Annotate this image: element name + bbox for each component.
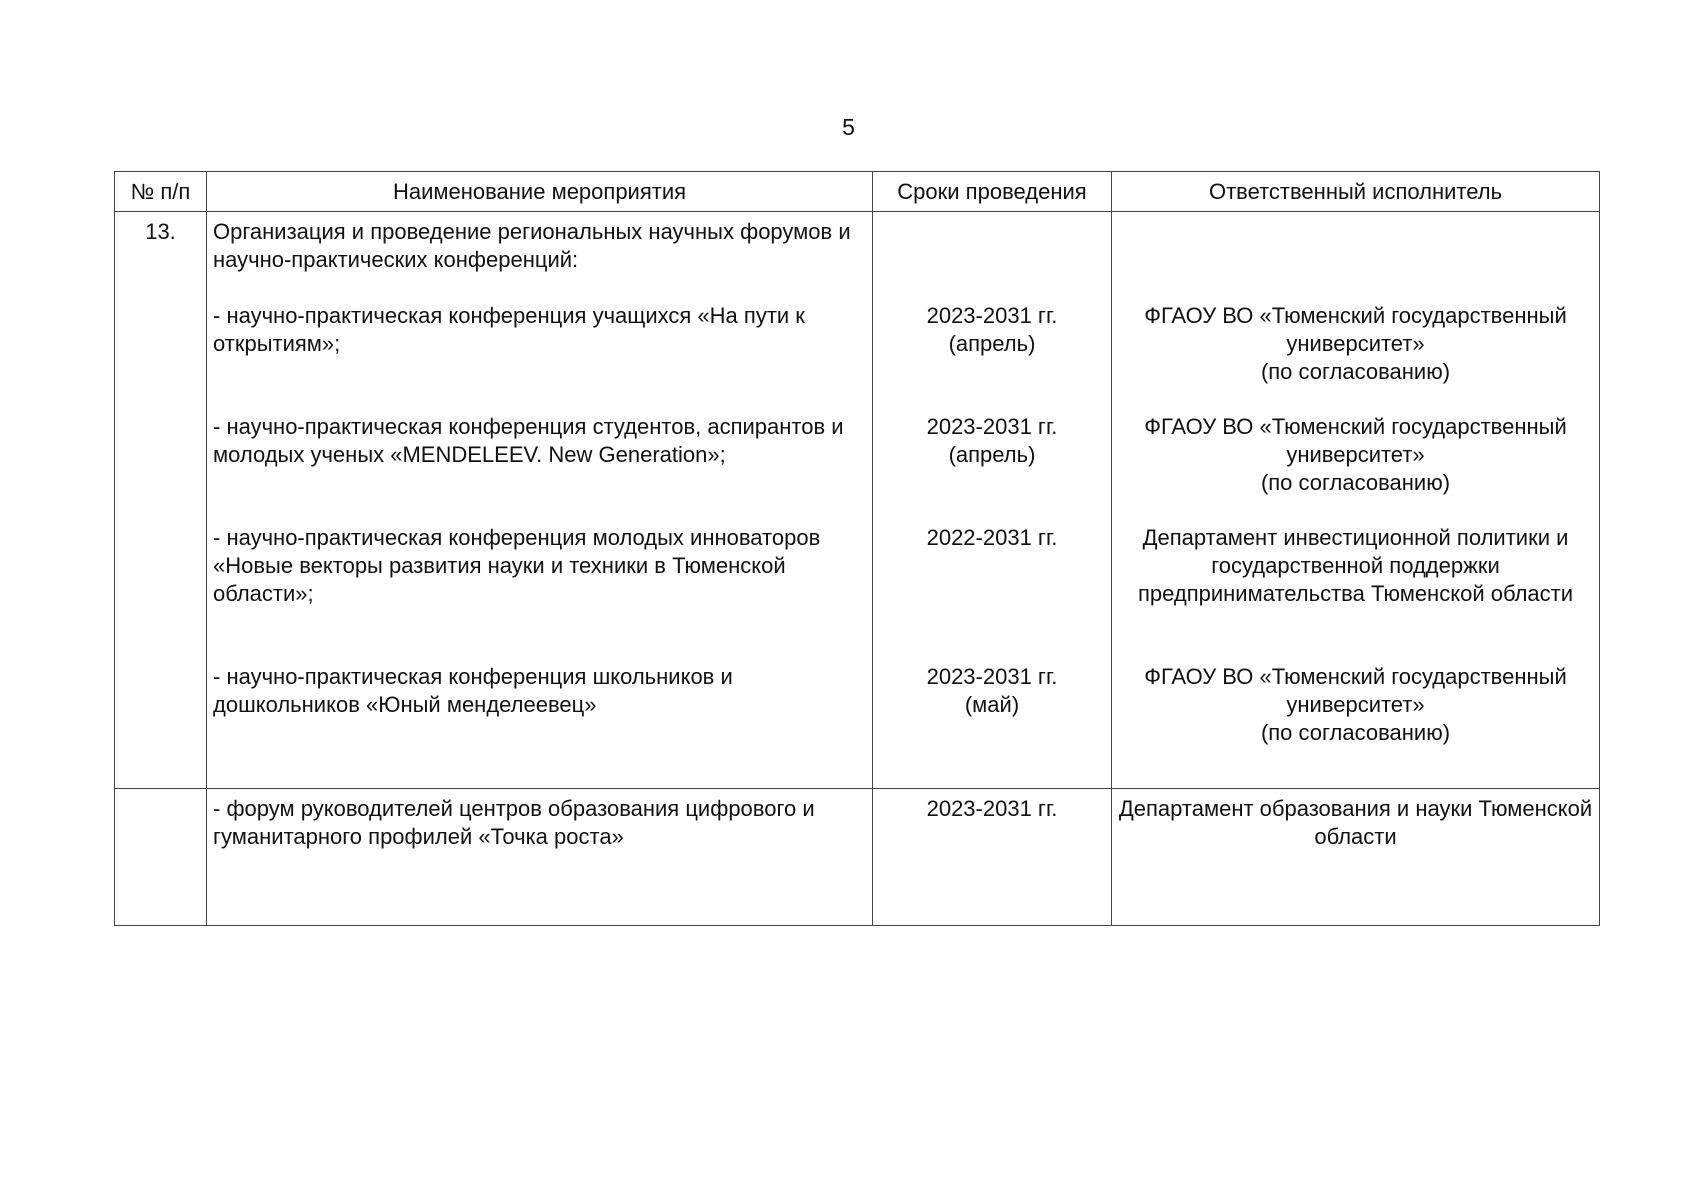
event-item-dates <box>877 524 1107 663</box>
event-intro: Организация и проведение региональных научных форумов и научно-практических конференций: <box>213 219 851 272</box>
header-number: № п/п <box>115 172 207 212</box>
dates-years: 2022-2031 гг. <box>926 525 1058 550</box>
event-item-name: - научно-практическая конференция студентов, аспирантов и молодых ученых «MENDELEEV. New Generation»; <box>213 414 844 467</box>
dates-cell: 2023-2031 гг. <box>873 789 1112 926</box>
dates-years: 2023-2031 гг. <box>926 414 1058 439</box>
dates-month: (апрель) <box>948 331 1036 356</box>
responsible-note: (по согласованию) <box>1260 720 1451 745</box>
table-row <box>115 789 1600 926</box>
responsible-note: (по согласованию) <box>1260 359 1451 384</box>
responsible-cell <box>1112 212 1600 789</box>
responsible-cell: Департамент образования и науки Тюменской области <box>1112 789 1600 926</box>
event-item-name: - научно-практическая конференция молодых инноваторов «Новые векторы развития науки и техники в Тюменской области»; <box>213 525 821 606</box>
event-item-dates <box>877 302 1107 413</box>
responsible-spacer <box>1116 218 1595 302</box>
event-name-cell <box>207 212 873 789</box>
event-item-responsible <box>1116 302 1595 413</box>
event-item-name: - научно-практическая конференция школьников и дошкольников «Юный менделеевец» <box>213 664 733 717</box>
row-number: 13. <box>115 212 207 789</box>
responsible-org: Департамент инвестиционной политики и государственной поддержки предпринимательства Тюменской области <box>1137 525 1573 606</box>
dates-spacer <box>877 218 1107 302</box>
event-item-responsible <box>1116 413 1595 524</box>
event-name-cell: - форум руководителей центров образования цифрового и гуманитарного профилей «Точка роста» <box>207 789 873 926</box>
event-item-dates <box>877 413 1107 524</box>
header-dates: Сроки проведения <box>873 172 1112 212</box>
page-number: 5 <box>842 114 855 140</box>
dates-month: (апрель) <box>948 442 1036 467</box>
responsible-note: (по согласованию) <box>1260 470 1451 495</box>
responsible-org: ФГАОУ ВО «Тюменский государственный университет» <box>1144 664 1567 717</box>
header-event-name: Наименование мероприятия <box>207 172 873 212</box>
dates-cell <box>873 212 1112 789</box>
table-row <box>115 212 1600 789</box>
event-item-dates <box>877 663 1107 781</box>
event-item-responsible <box>1116 663 1595 781</box>
events-table <box>114 171 1600 926</box>
event-item-name: - научно-практическая конференция учащихся «На пути к открытиям»; <box>213 303 805 356</box>
row-number <box>115 789 207 926</box>
event-item-responsible <box>1116 524 1595 663</box>
table-header-row <box>115 172 1600 212</box>
responsible-org: ФГАОУ ВО «Тюменский государственный университет» <box>1144 303 1567 356</box>
dates-month: (май) <box>964 692 1020 717</box>
responsible-org: ФГАОУ ВО «Тюменский государственный университет» <box>1144 414 1567 467</box>
dates-years: 2023-2031 гг. <box>926 664 1058 689</box>
dates-years: 2023-2031 гг. <box>926 303 1058 328</box>
header-responsible: Ответственный исполнитель <box>1112 172 1600 212</box>
